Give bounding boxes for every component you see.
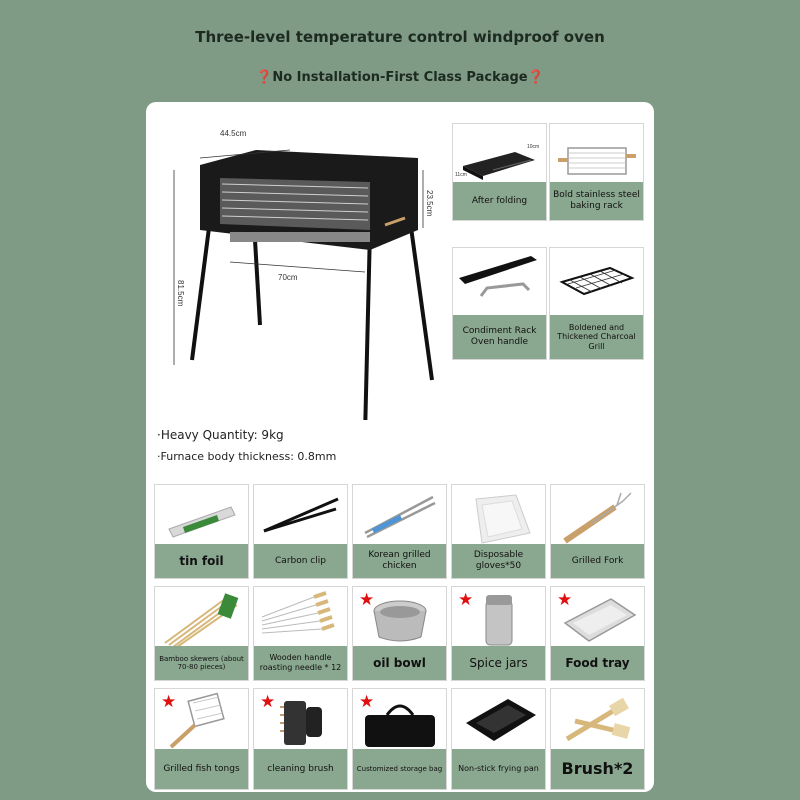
accessory-label: Non-stick frying pan [458,764,539,774]
feature-tile-charcoal-grill [549,247,644,360]
grill-leg-icon [365,230,370,420]
feature-label: Condiment Rack Oven handle [462,326,537,347]
page-subtitle: ❓No Installation-First Class Package❓ [256,70,544,85]
accessory-label: Carbon clip [275,555,326,566]
accessory-label: Grilled fish tongs [163,763,240,774]
grill-leg-icon [255,240,260,325]
dimension-width: 44.5cm [220,129,247,138]
accessory-label: oil bowl [373,655,426,670]
fold-dim-height: 10cm [527,144,540,150]
page-title: Three-level temperature control windproof oven [195,28,605,46]
fold-dim-width: 11cm [455,172,467,178]
accessory-tile [154,484,249,579]
feature-label: Bold stainless steel baking rack [553,190,640,211]
gloves-icon [452,485,545,547]
accessory-label: Food tray [565,655,630,670]
accessory-tile [451,586,546,681]
feature-label: Boldened and Thickened Charcoal Grill [557,322,636,351]
accessory-tile [550,688,645,790]
accessory-label: Spice jars [469,655,528,670]
accessory-tile [253,586,348,681]
accessory-tile [451,484,546,579]
accessory-tile [352,688,447,790]
accessory-tile [550,586,645,681]
dimension-height-total: 81.5cm [176,280,185,307]
grill-tongs-icon [353,485,446,547]
grill-leg-icon [192,220,210,360]
accessory-label: Grilled Fork [571,555,624,566]
frying-pan-icon [452,689,545,751]
fish-tongs-icon [155,689,248,751]
bamboo-skewers-icon [155,587,248,649]
food-tray-icon [551,587,644,649]
spec-thickness: ·Furnace body thickness: 0.8mm [157,450,337,463]
accessory-label: Customized storage bag [356,764,443,773]
accessory-tile [154,688,249,790]
accessory-label: Bamboo skewers (about 70-80 pieces) [159,654,244,671]
star-icon: ★ [359,590,375,609]
roasting-needle-icon [254,587,347,649]
grill-leg-icon [410,220,432,380]
accessory-label: cleaning brush [267,763,334,774]
accessory-tile [352,586,447,681]
carbon-clip-icon [254,485,347,547]
star-icon: ★ [161,692,177,711]
dimension-length: 70cm [278,273,298,282]
feature-tile-baking-rack [549,123,644,221]
cleaning-brush-icon [254,689,347,751]
condiment-rack-icon [453,248,546,310]
oil-bowl-icon [353,587,446,649]
accessory-tile [154,586,249,681]
accessory-label: Brush*2 [561,759,634,779]
folded-grill-icon [453,124,546,186]
storage-bag-icon [353,689,446,751]
accessory-label: Disposable gloves*50 [473,550,524,571]
star-icon: ★ [359,692,375,711]
accessory-tile [451,688,546,790]
brush-icon [551,689,644,751]
grill-illustration [160,120,444,420]
feature-tile-condiment-rack [452,247,547,360]
star-icon: ★ [458,590,474,609]
accessory-tile [253,688,348,790]
accessory-label: Wooden handle roasting needle * 12 [259,653,342,672]
accessory-label: Korean grilled chicken [368,550,431,571]
feature-tile-after-folding [452,123,547,221]
baking-rack-icon [550,124,643,186]
tin-foil-icon [155,485,248,547]
feature-label: After folding [471,195,528,206]
spice-jar-icon [452,587,545,649]
dimension-height-box: 23.5cm [425,190,434,217]
accessory-tile [253,484,348,579]
accessory-tile [352,484,447,579]
accessory-tile [550,484,645,579]
fork-icon [551,485,644,547]
accessory-label: tin foil [179,553,224,568]
spec-weight: ·Heavy Quantity: 9kg [157,428,284,442]
star-icon: ★ [557,590,573,609]
star-icon: ★ [260,692,276,711]
charcoal-grill-icon [550,248,643,310]
